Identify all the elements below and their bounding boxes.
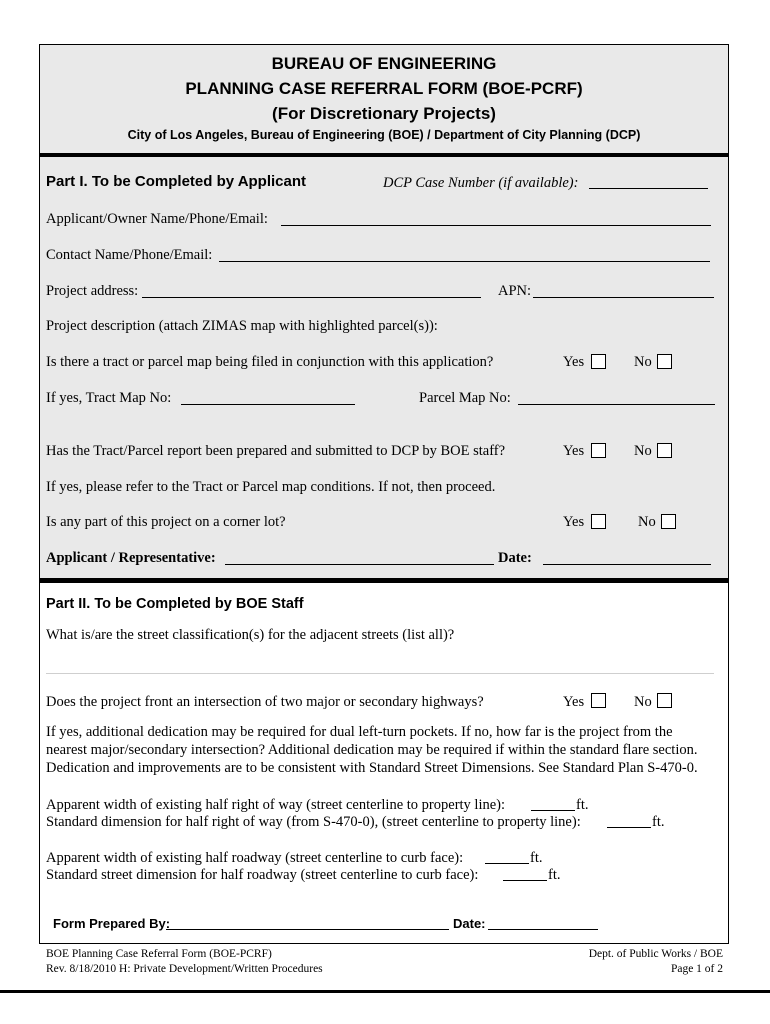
dedication-line: Dedication and improvements are to be consistent with Standard Street Dimensions. See Standard Plan S-470-0.: [46, 760, 698, 776]
tract-yes-checkbox[interactable]: [591, 354, 606, 369]
corner-no-checkbox[interactable]: [661, 514, 676, 529]
tract-no-label: No: [634, 354, 652, 370]
street-question: What is/are the street classification(s) for the adjacent streets (list all)?: [46, 627, 455, 643]
parcel-map-field[interactable]: [518, 404, 715, 405]
representative-field[interactable]: [225, 564, 494, 565]
section-divider: [40, 578, 728, 583]
tract-map-field[interactable]: [181, 404, 355, 405]
tract-no-checkbox[interactable]: [657, 354, 672, 369]
part1-date-label: Date:: [498, 550, 532, 566]
corner-yes-checkbox[interactable]: [591, 514, 606, 529]
intersection-no-checkbox[interactable]: [657, 693, 672, 708]
report-yes-label: Yes: [563, 443, 585, 459]
prepared-date-field[interactable]: [488, 929, 598, 930]
footer-department: Dept. of Public Works / BOE: [588, 948, 723, 960]
row-standard-label: Standard dimension for half right of way (from S-470-0), (street centerline to property line):: [46, 814, 581, 830]
roadway-existing-label: Apparent width of existing half roadway (street centerline to curb face):: [46, 850, 464, 866]
dedication-line: If yes, additional dedication may be required for dual left-turn pockets. If no, how far is the project from the: [46, 724, 673, 740]
dcp-case-field[interactable]: [589, 188, 708, 189]
footer-page-number: Page 1 of 2: [670, 963, 723, 975]
row-existing-label: Apparent width of existing half right of way (street centerline to property line):: [46, 797, 506, 813]
intersection-yes-label: Yes: [563, 694, 585, 710]
applicant-field[interactable]: [281, 225, 711, 226]
roadway-standard-label: Standard street dimension for half roadway (street centerline to curb face):: [46, 867, 479, 883]
bureau-title: BUREAU OF ENGINEERING: [271, 54, 497, 73]
prepared-date-label: Date:: [453, 916, 486, 931]
report-question: Has the Tract/Parcel report been prepared and submitted to DCP by BOE staff?: [46, 443, 506, 459]
street-answer-line[interactable]: [46, 673, 714, 674]
intersection-yes-checkbox[interactable]: [591, 693, 606, 708]
prepared-by-field[interactable]: [166, 929, 449, 930]
apn-field[interactable]: [533, 297, 714, 298]
part1-title: Part I. To be Completed by Applicant: [46, 173, 307, 190]
applicant-label: Applicant/Owner Name/Phone/Email:: [46, 211, 268, 227]
corner-yes-label: Yes: [563, 514, 585, 530]
address-field[interactable]: [142, 297, 481, 298]
address-label: Project address:: [46, 283, 139, 299]
report-no-label: No: [634, 443, 652, 459]
description-label: Project description (attach ZIMAS map with highlighted parcel(s)):: [46, 318, 438, 334]
dcp-case-label: DCP Case Number (if available):: [383, 175, 579, 191]
row-existing-field[interactable]: [531, 810, 575, 811]
roadway-standard-unit: ft.: [548, 867, 561, 883]
row-standard-unit: ft.: [652, 814, 665, 830]
representative-label: Applicant / Representative:: [46, 550, 216, 566]
footer-revision: Rev. 8/18/2010 H: Private Development/Written Procedures: [46, 963, 323, 975]
intersection-question: Does the project front an intersection of two major or secondary highways?: [46, 694, 484, 710]
form-subtitle: (For Discretionary Projects): [272, 104, 496, 123]
roadway-existing-unit: ft.: [530, 850, 543, 866]
dedication-line: nearest major/secondary intersection? Additional dedication may be required if within the standard flare section.: [46, 742, 698, 758]
footer-form-name: BOE Planning Case Referral Form (BOE-PCRF): [46, 948, 272, 960]
refer-text: If yes, please refer to the Tract or Parcel map conditions. If not, then proceed.: [46, 479, 496, 495]
roadway-existing-field[interactable]: [485, 863, 529, 864]
tract-question: Is there a tract or parcel map being filed in conjunction with this application?: [46, 354, 494, 370]
intersection-no-label: No: [634, 694, 652, 710]
row-existing-unit: ft.: [576, 797, 589, 813]
tract-no-field-label: If yes, Tract Map No:: [46, 390, 172, 406]
contact-label: Contact Name/Phone/Email:: [46, 247, 213, 263]
form-header: [40, 45, 728, 153]
part1-date-field[interactable]: [543, 564, 711, 565]
tract-yes-label: Yes: [563, 354, 585, 370]
apn-label: APN:: [498, 283, 532, 299]
parcel-no-label: Parcel Map No:: [419, 390, 511, 406]
agency-line: City of Los Angeles, Bureau of Engineering (BOE) / Department of City Planning (DCP): [127, 128, 641, 142]
prepared-by-label: Form Prepared By:: [53, 916, 171, 931]
part2-title: Part II. To be Completed by BOE Staff: [46, 596, 304, 612]
page-bottom-rule: [0, 990, 770, 993]
roadway-standard-field[interactable]: [503, 880, 547, 881]
form-title: PLANNING CASE REFERRAL FORM (BOE-PCRF): [185, 79, 583, 98]
report-yes-checkbox[interactable]: [591, 443, 606, 458]
report-no-checkbox[interactable]: [657, 443, 672, 458]
corner-question: Is any part of this project on a corner lot?: [46, 514, 286, 530]
row-standard-field[interactable]: [607, 827, 651, 828]
contact-field[interactable]: [219, 261, 710, 262]
corner-no-label: No: [638, 514, 656, 530]
